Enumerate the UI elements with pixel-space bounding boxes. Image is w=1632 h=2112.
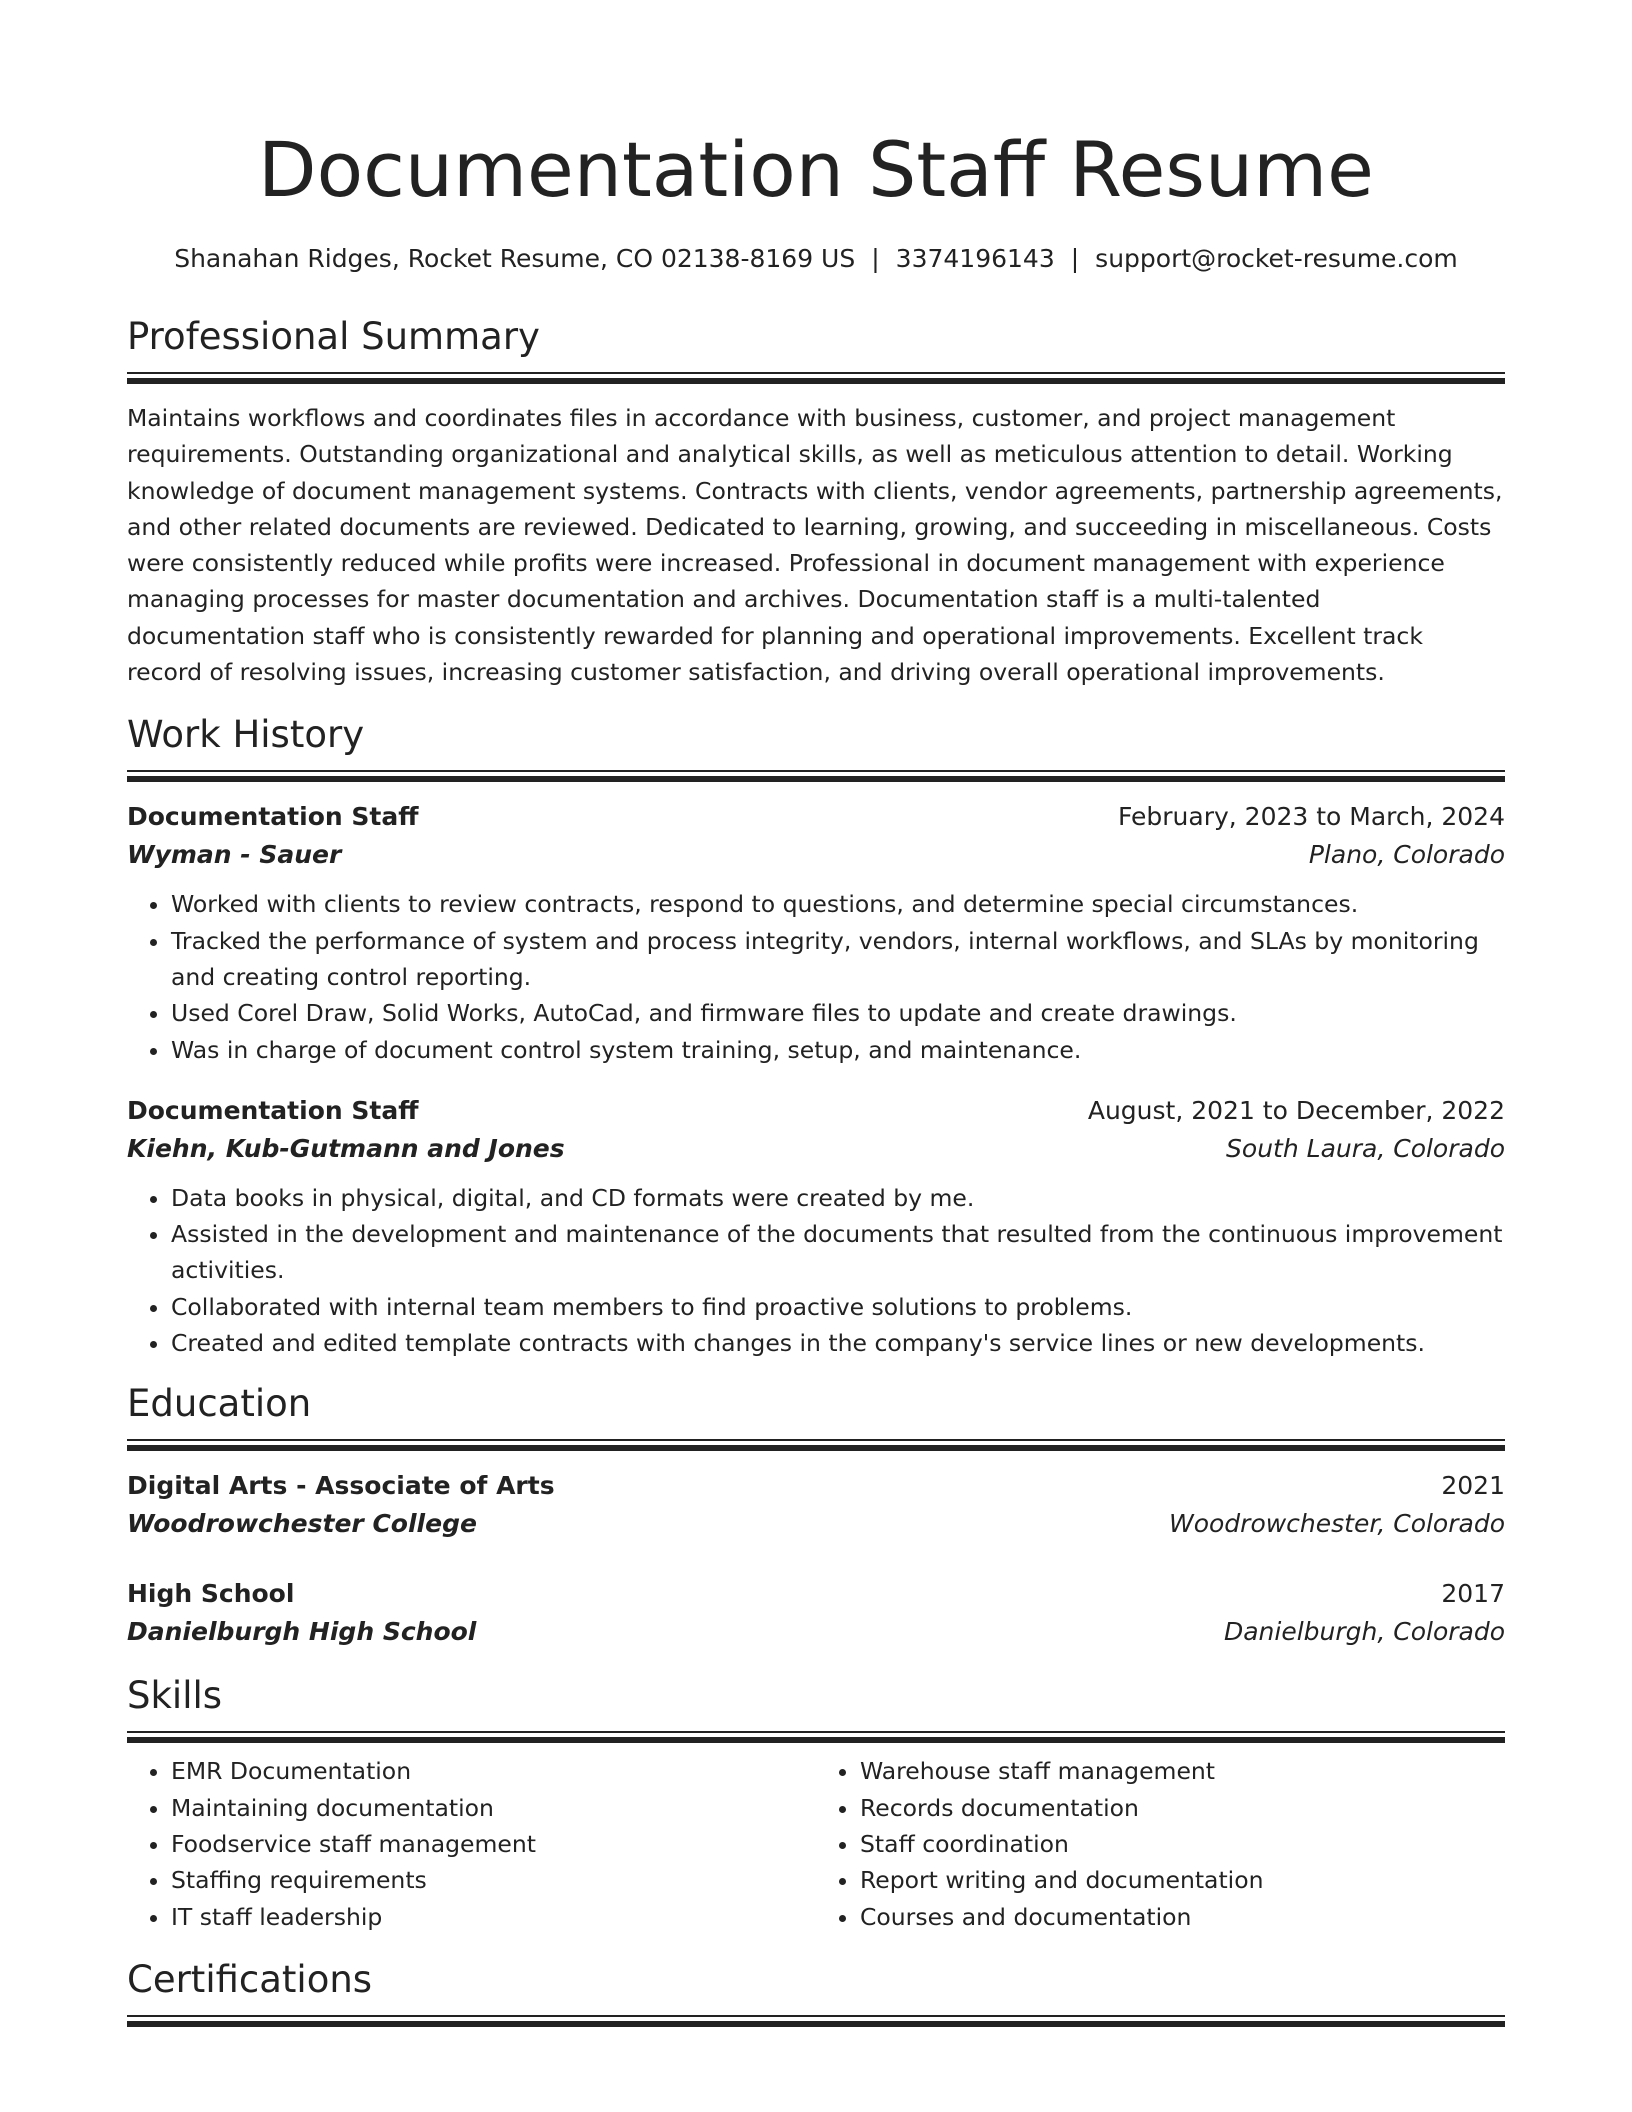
contact-email: support@rocket-resume.com: [1095, 244, 1458, 273]
list-item: • Collaborated with internal team members to find proactive solutions to problems.: [171, 1289, 1505, 1325]
degree-name: High School: [127, 1579, 295, 1609]
job-title: Documentation Staff: [127, 802, 419, 832]
job-title: Documentation Staff: [127, 1095, 419, 1125]
work-section: [127, 712, 1505, 1361]
skill-item: • Report writing and documentation: [860, 1862, 1505, 1898]
skill-item: • Staff coordination: [860, 1826, 1505, 1862]
job-bullets: [127, 886, 1505, 1067]
education-section: [127, 1381, 1505, 1651]
resume-title: Documentation Staff Resume: [258, 125, 1374, 214]
section-divider: [127, 1731, 1505, 1743]
job-entry: [127, 1092, 1505, 1361]
list-item: • Was in charge of document control system training, setup, and maintenance.: [171, 1032, 1505, 1068]
skill-item: • Maintaining documentation: [171, 1790, 816, 1826]
school-location: Woodrowchester, Colorado: [1168, 1509, 1505, 1539]
section-heading: Professional Summary: [127, 315, 540, 358]
section-heading: Work History: [127, 713, 365, 757]
skill-item: • Records documentation: [860, 1790, 1505, 1826]
skills-section: [127, 1673, 1505, 1934]
section-heading: Education: [127, 1382, 312, 1426]
summary-text: Maintains workflows and coordinates files in accordance with business, customer, and project management requirements. Outstanding organizational and analytical skills, as well as meticulous attention to detail. Working knowledge of document management systems. Contracts with clients, vendor agreements, partnership agreements, and other related documents are reviewed. Dedicated to learning, growing, and succeeding in miscellaneous. Costs were consistently reduced while profits were increased. Professional in document management with experience managing processes for master documentation and archives. Documentation staff is a multi-talented documentation staff who is consistently rewarded for planning and operational improvements. Excellent track record of resolving issues, increasing customer satisfaction, and driving overall operational improvements.: [127, 404, 1503, 687]
list-item: • Created and edited template contracts with changes in the company's service lines or new developments.: [171, 1325, 1505, 1361]
education-year: 2021: [1441, 1471, 1505, 1501]
contact-separator: |: [1070, 244, 1080, 273]
list-item: • Assisted in the development and maintenance of the documents that resulted from the continuous improvement activities.: [171, 1216, 1505, 1289]
summary-section: [127, 314, 1505, 690]
section-heading: Skills: [127, 1674, 223, 1718]
section-divider: [127, 372, 1505, 384]
list-item: • Data books in physical, digital, and CD formats were created by me.: [171, 1180, 1505, 1216]
contact-phone: 3374196143: [895, 244, 1055, 273]
skill-item: • Warehouse staff management: [860, 1753, 1505, 1789]
list-item: • Used Corel Draw, Solid Works, AutoCad, and firmware files to update and create drawings.: [171, 995, 1505, 1031]
education-entry: [127, 1467, 1505, 1543]
degree-name: Digital Arts - Associate of Arts: [127, 1471, 555, 1501]
contact-address: Shanahan Ridges, Rocket Resume, CO 02138-8169 US: [174, 244, 856, 273]
skill-item: • EMR Documentation: [171, 1753, 816, 1789]
contact-separator: |: [871, 244, 880, 273]
skill-item: • IT staff leadership: [171, 1899, 816, 1935]
education-year: 2017: [1441, 1579, 1505, 1609]
job-dates: February, 2023 to March, 2024: [1117, 802, 1505, 832]
list-item: • Worked with clients to review contracts, respond to questions, and determine special circumstances.: [171, 886, 1505, 922]
school-location: Danielburgh, Colorado: [1223, 1617, 1505, 1647]
skill-item: • Staffing requirements: [171, 1862, 816, 1898]
job-location: Plano, Colorado: [1308, 840, 1505, 870]
skills-column-right: [816, 1753, 1505, 1934]
job-entry: [127, 798, 1505, 1067]
company-name: Kiehn, Kub-Gutmann and Jones: [127, 1133, 565, 1163]
certifications-section: [127, 1957, 1505, 2027]
job-dates: August, 2021 to December, 2022: [1087, 1095, 1505, 1125]
list-item: • Tracked the performance of system and process integrity, vendors, internal workflows, and SLAs by monitoring and creating control reporting.: [171, 923, 1505, 996]
skill-item: • Foodservice staff management: [171, 1826, 816, 1862]
contact-line: [127, 242, 1505, 276]
skills-grid: [127, 1753, 1505, 1934]
school-name: Danielburgh High School: [127, 1617, 477, 1647]
section-divider: [127, 2015, 1505, 2027]
section-divider: [127, 1439, 1505, 1451]
job-bullets: [127, 1180, 1505, 1361]
section-heading: Certifications: [127, 1957, 373, 2001]
skill-item: • Courses and documentation: [860, 1899, 1505, 1935]
company-name: Wyman - Sauer: [127, 840, 342, 870]
education-entry: [127, 1575, 1505, 1651]
job-location: South Laura, Colorado: [1226, 1133, 1505, 1163]
section-divider: [127, 770, 1505, 782]
school-name: Woodrowchester College: [127, 1509, 477, 1539]
skills-column-left: [127, 1753, 816, 1934]
